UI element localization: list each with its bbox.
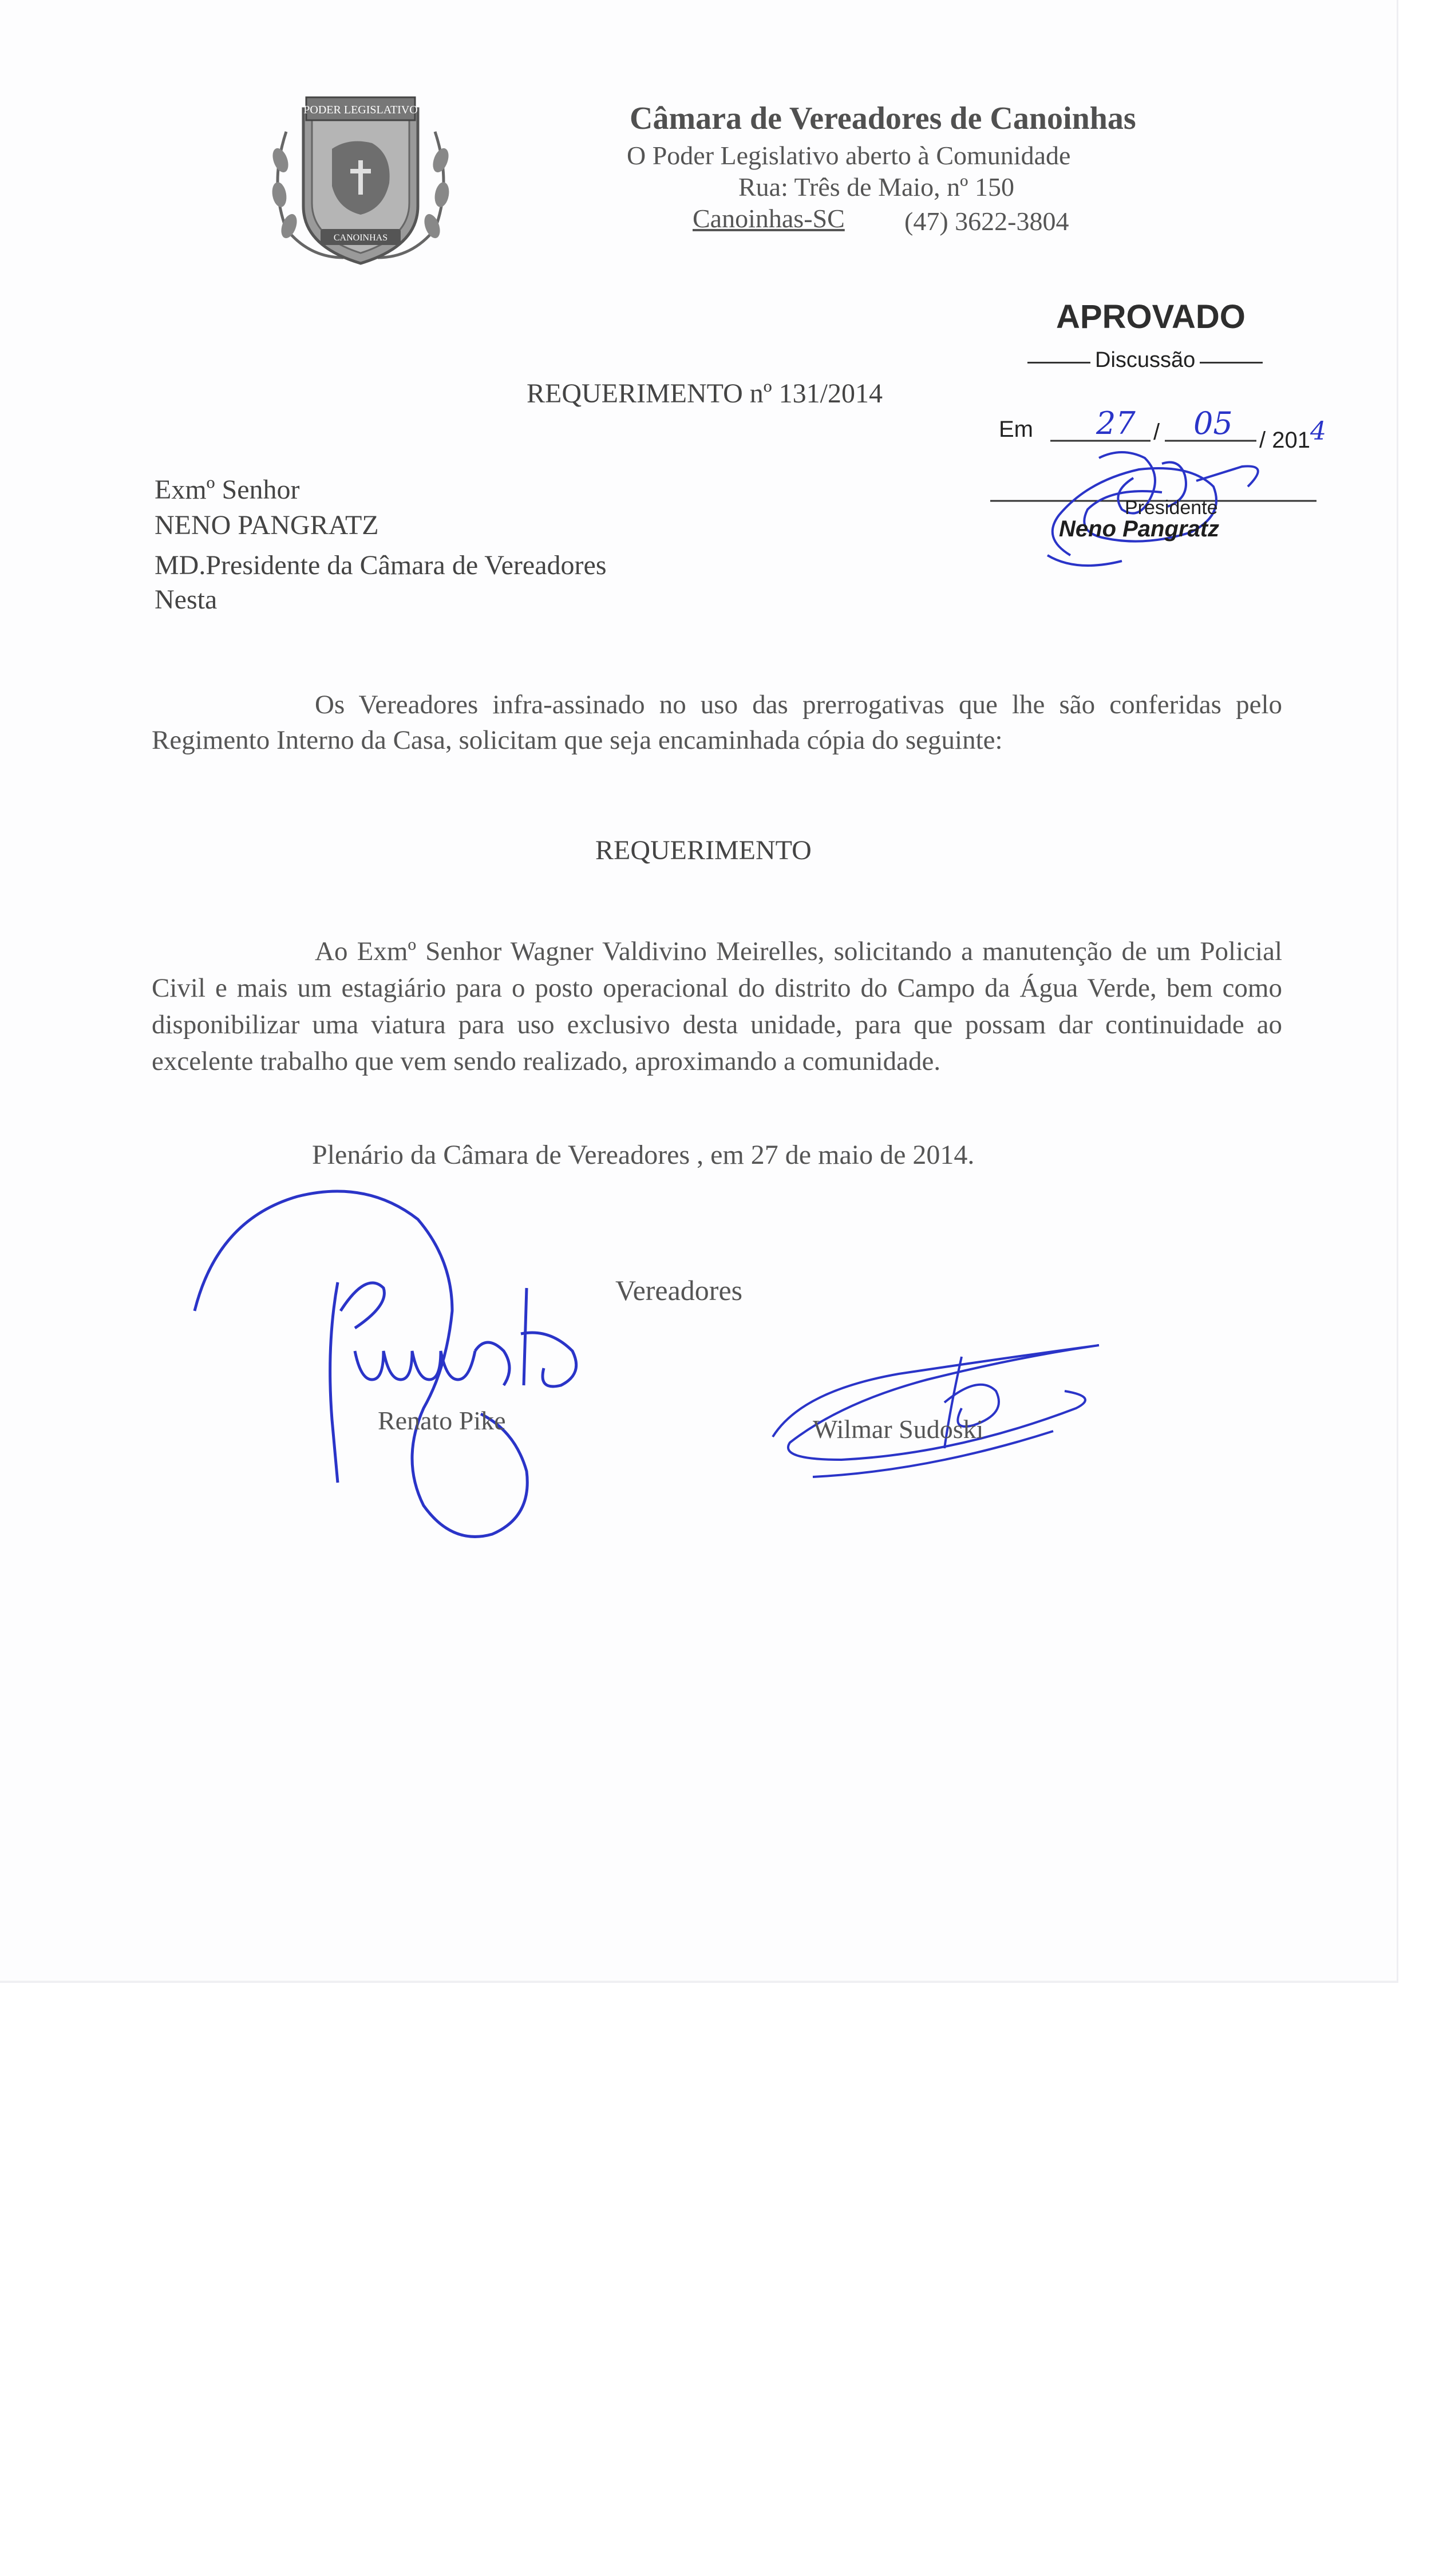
approval-stamp-president-name: Neno Pangratz <box>1059 516 1220 542</box>
addressee-line: Exmº Senhor <box>155 475 300 505</box>
document-reference: REQUERIMENTO nº 131/2014 <box>527 378 883 409</box>
section-title: REQUERIMENTO <box>595 835 812 866</box>
stamp-handwritten-year-digit: 4 <box>1310 417 1326 446</box>
logo-city: CANOINHAS <box>333 233 388 243</box>
org-phone: (47) 3622-3804 <box>904 207 1069 236</box>
chamber-coat-of-arms-logo <box>263 86 458 275</box>
request-paragraph: Ao Exmº Senhor Wagner Valdivino Meirelles, solicitando a manutenção de um Policial Civil e mais um estagiário para o posto operacional do distrito do Campo da Água Verde, bem como disponibilizar uma viatura para uso exclusivo desta unidade, para que possam dar continuidade ao excelente trabalho que vem sendo realizado, aproximando a comunidade. <box>152 937 1282 1076</box>
approval-stamp-title: APROVADO <box>1056 298 1246 335</box>
stamp-handwritten-month: 05 <box>1193 406 1233 441</box>
approval-stamp-date-label: Em <box>999 417 1033 442</box>
org-street: Rua: Três de Maio, nº 150 <box>738 172 1014 202</box>
intro-paragraph: Os Vereadores infra-assinado no uso das prerrogativas que lhe são conferidas pelo Regimento Interno da Casa, solicitam que seja encaminhada cópia do seguinte: <box>152 690 1282 755</box>
approval-stamp-role: Presidente <box>1125 497 1218 519</box>
svg-text:/: / <box>1153 420 1160 445</box>
stamp-handwritten-day: 27 <box>1096 406 1136 441</box>
approval-stamp-discussion <box>1027 348 1263 373</box>
signature-renato-pike <box>183 1162 641 1563</box>
org-name: Câmara de Vereadores de Canoinhas <box>630 101 1136 136</box>
addressee-line: MD.Presidente da Câmara de Vereadores <box>155 550 607 580</box>
stamp-year-prefix: / 201 <box>1259 428 1310 453</box>
org-tagline: O Poder Legislativo aberto à Comunidade <box>627 141 1071 170</box>
signers-heading: Vereadores <box>615 1274 743 1306</box>
stamp-discussion-label: Discussão <box>1095 348 1196 372</box>
signer-name: Renato Pike <box>378 1406 506 1435</box>
closing-line: Plenário da Câmara de Vereadores , em 27 de maio de 2014. <box>312 1140 975 1170</box>
logo-text: PODER LEGISLATIVO <box>303 104 418 116</box>
signature-wilmar-sudoski <box>756 1322 1122 1494</box>
addressee-line: Nesta <box>155 584 218 615</box>
org-city: Canoinhas-SC <box>693 204 845 233</box>
signer-name: Wilmar Sudoski <box>813 1415 984 1444</box>
addressee-line: NENO PANGRATZ <box>155 510 379 540</box>
